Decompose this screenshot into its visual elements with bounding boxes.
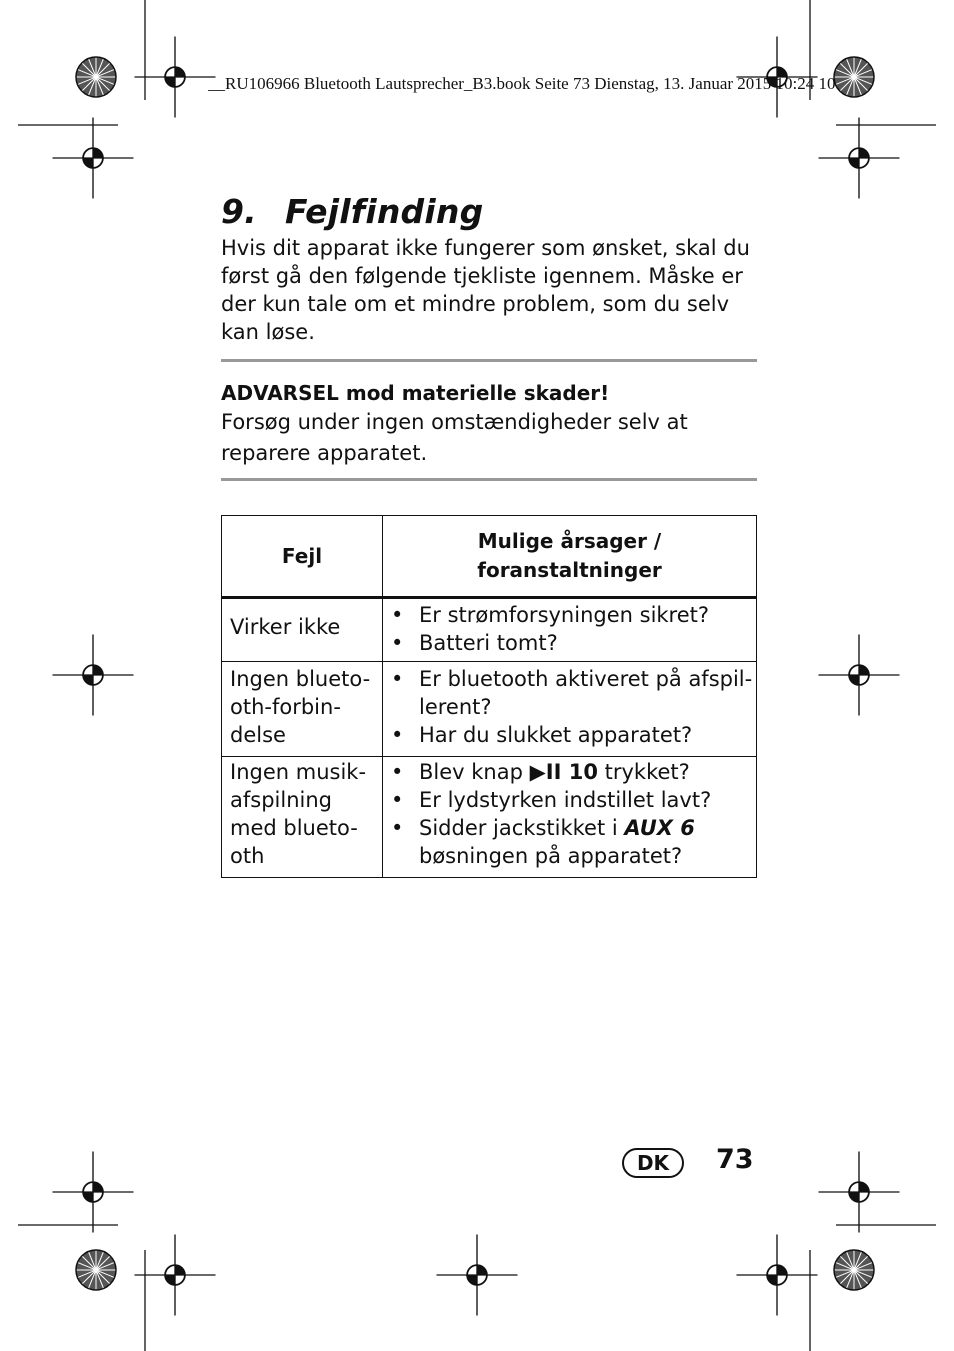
table-row [222, 757, 757, 878]
section-number: 9. [221, 192, 257, 231]
crosshair-mark [53, 635, 134, 716]
main-content [221, 190, 757, 481]
table-header-row [222, 516, 757, 598]
aux-socket-label: AUX 6 [624, 816, 695, 840]
intro-paragraph: Hvis dit apparat ikke fungerer som ønsket, skal du først gå den følgende tjekliste igennem. Måske er der kun tale om et mindre problem, som du selv kan løse. [221, 236, 750, 344]
list-item: • Er lydstyrken indstillet lavt? [383, 786, 756, 814]
section-heading [221, 190, 757, 234]
crosshair-mark [737, 1235, 818, 1316]
list-item: • Har du slukket apparatet? [383, 721, 756, 749]
crosshair-mark [53, 1152, 134, 1233]
crosshair-mark [819, 118, 900, 199]
section-title: Fejlfinding [285, 192, 484, 231]
list-item: • Er strømforsyningen sikret? [383, 601, 756, 629]
star-target [76, 57, 116, 97]
fault-cell: Ingen blueto-oth-forbin-delse [222, 662, 383, 757]
list-item: • Sidder jackstikket i AUX 6 bøsningen på apparatet? [383, 814, 756, 870]
causes-cell [383, 662, 757, 757]
play-pause-button-label: ▶II 10 [529, 760, 598, 784]
crosshair-mark [53, 118, 134, 199]
causes-cell [383, 757, 757, 878]
country-badge: DK [622, 1148, 684, 1178]
divider [221, 359, 757, 362]
causes-cell [383, 598, 757, 662]
crosshair-mark [135, 37, 216, 118]
print-slug-line: __RU106966 Bluetooth Lautsprecher_B3.book Seite 73 Dienstag, 13. Januar 2015 10:24 10 [208, 74, 836, 93]
page-number: 73 [716, 1144, 754, 1175]
warning-text: Forsøg under ingen omstændigheder selv at reparere apparatet. [221, 410, 688, 465]
table-row [222, 662, 757, 757]
header-causes: Mulige årsager / foranstaltninger [383, 516, 757, 598]
star-target [76, 1250, 116, 1290]
list-item: • Er bluetooth aktiveret på afspil-lerent? [383, 665, 756, 721]
crosshair-mark [135, 1235, 216, 1316]
list-item: • Blev knap ▶II 10 trykket? [383, 758, 756, 786]
star-target [834, 1250, 874, 1290]
table-row [222, 598, 757, 662]
fault-cell: Virker ikke [222, 598, 383, 662]
divider [221, 478, 757, 481]
list-item: • Batteri tomt? [383, 629, 756, 657]
crosshair-mark [437, 1235, 518, 1316]
fault-cell: Ingen musik-afspilning med blueto-oth [222, 757, 383, 878]
crosshair-mark [819, 1152, 900, 1233]
warning-title: ADVARSEL mod materielle skader! [221, 381, 610, 405]
header-fault: Fejl [222, 516, 383, 598]
crosshair-mark [819, 635, 900, 716]
troubleshooting-table [221, 515, 757, 878]
